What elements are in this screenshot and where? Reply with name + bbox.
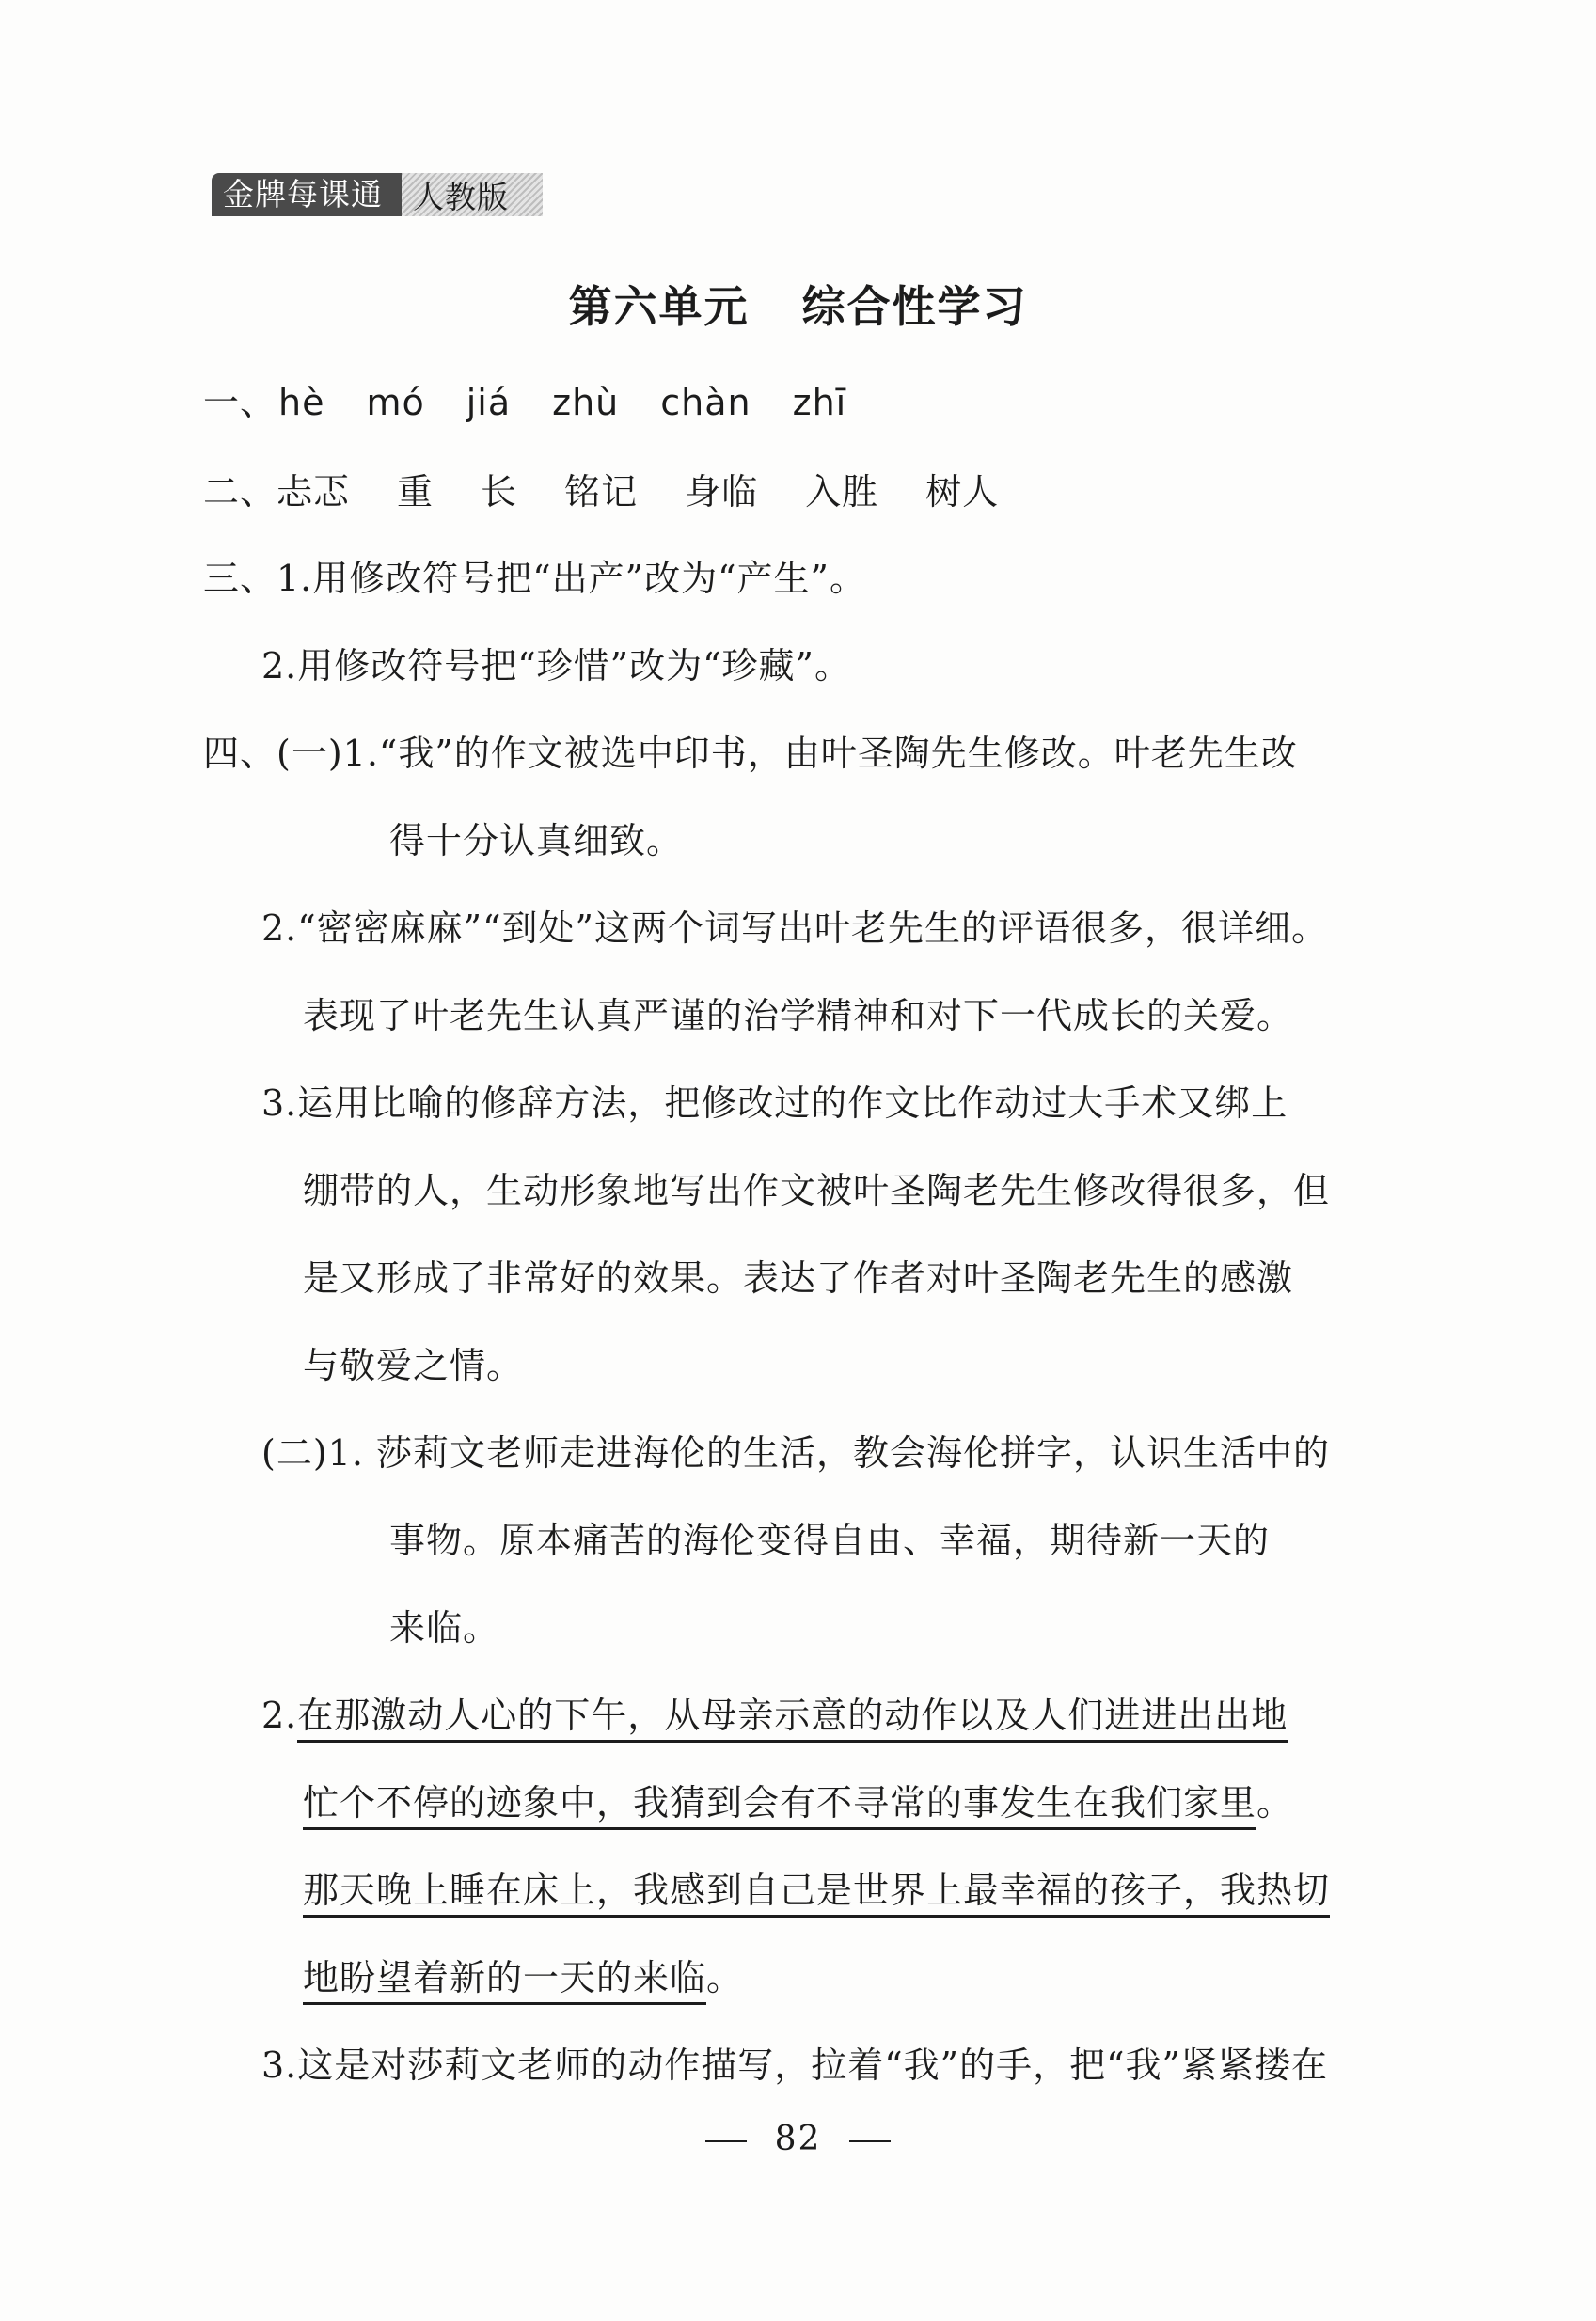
section-4-2-q3-line-1: 3.这是对莎莉文老师的动作描写，拉着“我”的手，把“我”紧紧搂在 xyxy=(261,2045,1328,2086)
section-4-1-q3-line-3: 是又形成了非常好的效果。表达了作者对叶圣陶老先生的感激 xyxy=(303,1257,1294,1299)
section-4-1-q1-line-1 xyxy=(203,725,1298,782)
underlined-quote: 在那激动人心的下午，从母亲示意的动作以及人们进进出出地 xyxy=(297,1695,1288,1743)
edition-badge xyxy=(402,173,543,216)
section-4-1-q1-line-1-text: 四、(一)1.“我”的作文被选中印书，由叶圣陶先生修改。叶老先生改 xyxy=(203,733,1298,774)
pinyin-item: hè xyxy=(278,382,325,423)
punctuation: 。 xyxy=(1256,1782,1294,1824)
question-number: 2. xyxy=(261,1695,298,1736)
section-4-2-q2-line-4 xyxy=(303,1950,743,2006)
punctuation: 。 xyxy=(706,1957,744,1998)
footer-dash-left xyxy=(705,2140,747,2142)
page-footer xyxy=(0,2120,1596,2158)
word-item: 入胜 xyxy=(805,471,879,513)
word-item: 铭记 xyxy=(564,471,639,513)
underlined-quote: 那天晚上睡在床上，我感到自己是世界上最幸福的孩子，我热切 xyxy=(303,1870,1330,1918)
footer-dash-right xyxy=(849,2140,891,2142)
page-title xyxy=(0,273,1596,335)
section-4-1-q2-line-1: 2.“密密麻麻”“到处”这两个词写出叶老先生的评语很多，很详细。 xyxy=(261,908,1328,949)
page-number: 82 xyxy=(774,2120,822,2158)
section-4-1-q3-line-1: 3.运用比喻的修辞方法，把修改过的作文比作动过大手术又绑上 xyxy=(261,1082,1288,1124)
pinyin-item: mó xyxy=(366,382,425,423)
section-1-label: 一、 xyxy=(203,382,277,423)
section-4-2-q2-line-1 xyxy=(261,1687,1288,1744)
section-4-1-q1-line-2: 得十分认真细致。 xyxy=(389,820,684,861)
section-4-2-q2-line-2 xyxy=(303,1775,1293,1831)
word-item: 树人 xyxy=(925,471,1000,513)
topic-title: 综合性学习 xyxy=(801,281,1028,332)
word-item: 重 xyxy=(397,471,435,513)
section-4-1-q3-line-2: 绷带的人，生动形象地写出作文被叶圣陶老先生修改得很多，但 xyxy=(303,1170,1331,1211)
section-3-line-2: 2.用修改符号把“珍惜”改为“珍藏”。 xyxy=(261,645,851,687)
section-4-2-q1-line-3: 来临。 xyxy=(389,1607,500,1649)
section-4-2-q1-line-2: 事物。原本痛苦的海伦变得自由、幸福，期待新一天的 xyxy=(389,1520,1271,1561)
section-3-line-1: 三、1.用修改符号把“出产”改为“产生”。 xyxy=(203,558,866,599)
pinyin-item: zhī xyxy=(792,382,847,423)
edition-label: 人教版 xyxy=(413,178,509,215)
brand-label: 金牌每课通 xyxy=(212,173,402,216)
section-4-1-q2-line-2: 表现了叶老先生认真严谨的治学精神和对下一代成长的关爱。 xyxy=(303,995,1294,1036)
word-item: 长 xyxy=(481,471,518,513)
section-2 xyxy=(203,464,1046,520)
unit-title: 第六单元 xyxy=(568,281,750,332)
section-1 xyxy=(203,374,888,431)
section-4-1-q3-line-4: 与敬爱之情。 xyxy=(303,1345,524,1386)
book-header xyxy=(212,173,543,216)
section-4-2-q1-line-1: (二)1. 莎莉文老师走进海伦的生活，教会海伦拼字，认识生活中的 xyxy=(261,1432,1330,1474)
pinyin-item: chàn xyxy=(660,382,751,423)
pinyin-item: zhù xyxy=(552,382,620,423)
underlined-quote: 忙个不停的迹象中，我猜到会有不寻常的事发生在我们家里 xyxy=(303,1782,1256,1830)
section-4-2-q2-line-3 xyxy=(303,1862,1330,1918)
underlined-quote: 地盼望着新的一天的来临 xyxy=(303,1957,706,2005)
word-item: 忐忑 xyxy=(277,471,351,513)
pinyin-item: jiá xyxy=(466,382,512,423)
section-2-label: 二、 xyxy=(203,471,277,513)
word-item: 身临 xyxy=(685,471,759,513)
